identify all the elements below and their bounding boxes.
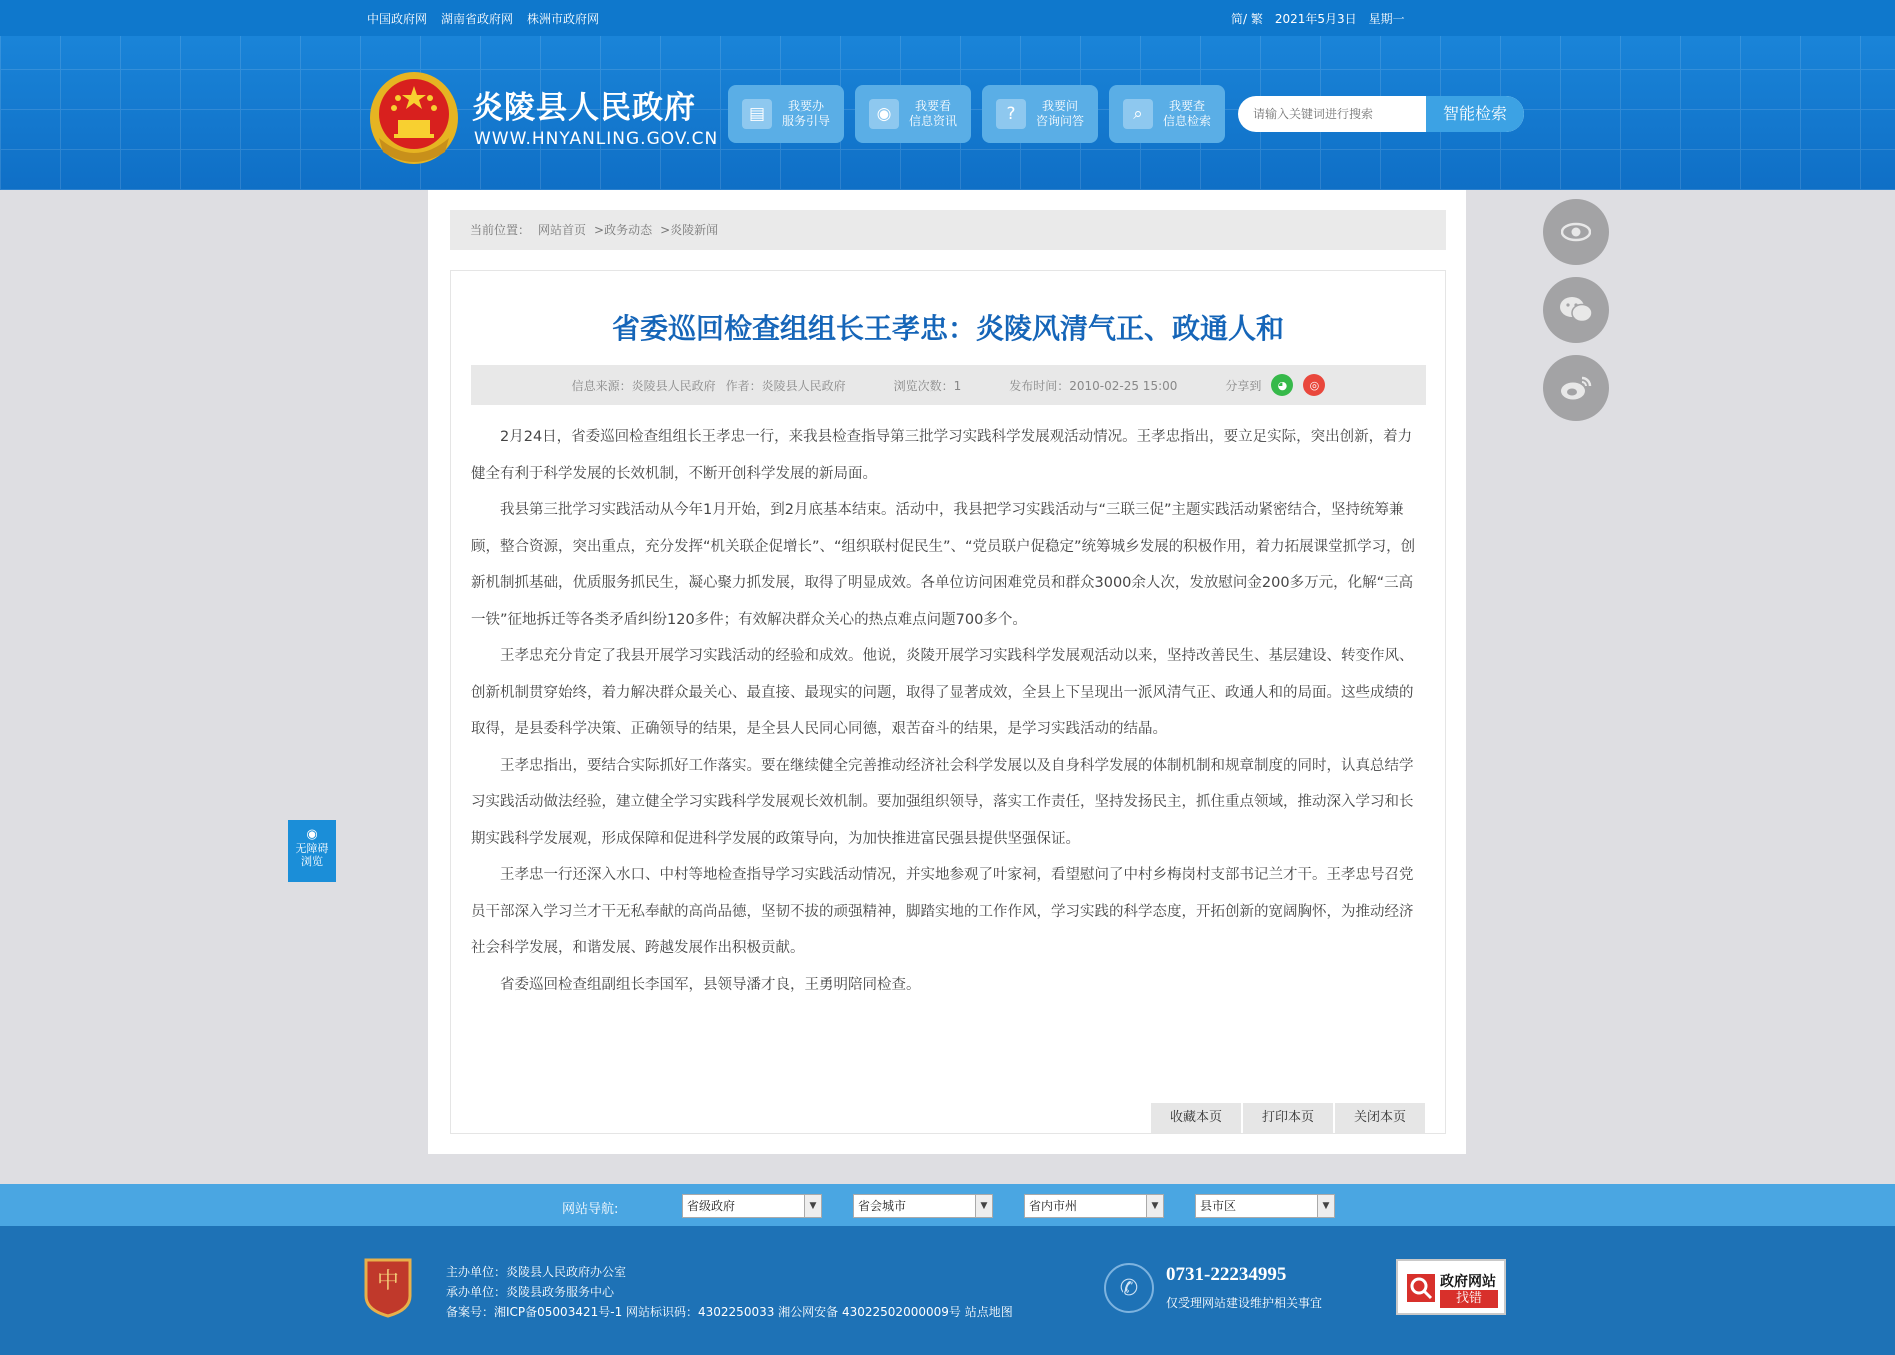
eye-icon	[1561, 222, 1591, 242]
nav-sublabel: 咨询问答	[1036, 114, 1085, 128]
footer-sponsor: 主办单位：炎陵县人民政府办公室	[446, 1265, 627, 1279]
gov-site-error-report-button[interactable]	[1396, 1259, 1506, 1315]
link-hunan-gov[interactable]: 湖南省政府网	[441, 12, 514, 26]
weibo-icon	[1560, 375, 1592, 401]
document-icon: ▤	[742, 99, 772, 129]
eye-icon: ◉	[306, 827, 318, 842]
meta-share-label: 分享到	[1225, 378, 1262, 393]
article	[450, 270, 1446, 1134]
nav-label: 我要办	[788, 99, 825, 113]
meta-views: 浏览次数：1	[893, 378, 962, 393]
top-bar	[0, 0, 1895, 36]
print-page-button[interactable]: 打印本页	[1243, 1103, 1333, 1133]
main-content	[428, 190, 1466, 1154]
breadcrumb-yanling-news[interactable]: >炎陵新闻	[660, 223, 719, 237]
accessibility-label: 无障碍	[295, 842, 329, 855]
question-icon: ?	[996, 99, 1026, 129]
select-prefectures[interactable]	[1024, 1194, 1164, 1218]
phone-icon: ✆	[1104, 1263, 1154, 1313]
float-weibo-button[interactable]	[1543, 355, 1609, 421]
article-paragraph: 2月24日，省委巡回检查组组长王孝忠一行，来我县检查指导第三批学习实践科学发展观活动情况。王孝忠指出，要立足实际，突出创新，着力健全有利于科学发展的长效机制，不断开创科学发展的新局面。	[471, 429, 1413, 482]
breadcrumb-gov-news[interactable]: >政务动态	[594, 223, 653, 237]
chevron-down-icon: ▼	[1317, 1195, 1334, 1217]
chevron-down-icon: ▼	[1146, 1195, 1163, 1217]
breadcrumb-label: 当前位置：	[470, 223, 531, 237]
article-paragraph: 王孝忠指出，要结合实际抓好工作落实。要在继续健全完善推动经济社会科学发展以及自身科学发展的体制机制和规章制度的同时，认真总结学习实践活动做法经验，建立健全学习实践科学发展观长效机制。要加强组织领导，落实工作责任，坚持发扬民主，抓住重点领域，推动深入学习和长期实践科学发展观，形成保障和促进科学发展的政策导向，为加快推进富民强县提供坚强保证。	[471, 757, 1414, 847]
search-button[interactable]: 智能检索	[1426, 96, 1524, 132]
search-input[interactable]	[1238, 96, 1426, 132]
article-paragraph: 省委巡回检查组副组长李国军，县领导潘才良，王勇明陪同检查。	[500, 976, 921, 993]
nav-sublabel: 服务引导	[782, 114, 831, 128]
select-counties[interactable]	[1195, 1194, 1335, 1218]
accessibility-button[interactable]	[288, 820, 336, 882]
error-report-title: 政府网站	[1440, 1274, 1496, 1290]
site-header	[0, 36, 1895, 190]
chevron-down-icon: ▼	[804, 1195, 821, 1217]
link-zhuzhou-gov[interactable]: 株洲市政府网	[527, 12, 600, 26]
nav-sublabel: 信息检索	[1163, 114, 1212, 128]
footer-info	[446, 1262, 1013, 1322]
footer-phone: 0731-22234995	[1166, 1264, 1287, 1285]
float-eye-button[interactable]	[1543, 199, 1609, 265]
nav-button-qa[interactable]	[982, 85, 1098, 143]
meta-source: 信息来源：炎陵县人民政府	[571, 378, 716, 393]
breadcrumb-home[interactable]: 网站首页	[538, 223, 587, 237]
nav-button-info[interactable]	[855, 85, 971, 143]
wechat-icon[interactable]: ◕	[1271, 374, 1293, 396]
site-url: WWW.HNYANLING.GOV.CN	[474, 129, 719, 149]
eye-icon: ◉	[869, 99, 899, 129]
nav-label: 我要查	[1169, 99, 1206, 113]
nav-button-search[interactable]	[1109, 85, 1225, 143]
float-wechat-button[interactable]	[1543, 277, 1609, 343]
chevron-down-icon: ▼	[975, 1195, 992, 1217]
svg-text:中: 中	[376, 1269, 400, 1294]
bookmark-page-button[interactable]: 收藏本页	[1151, 1103, 1241, 1133]
site-title: 炎陵县人民政府	[472, 90, 696, 126]
magnifier-icon	[1406, 1273, 1436, 1303]
weibo-icon[interactable]: ◎	[1303, 374, 1325, 396]
party-gov-badge[interactable]	[362, 1256, 414, 1318]
search-icon: ⌕	[1123, 99, 1153, 129]
date-text: 2021年5月3日	[1274, 12, 1357, 26]
article-actions	[1151, 1103, 1425, 1133]
select-value: 县市区	[1200, 1199, 1237, 1213]
nav-label: 我要问	[1042, 99, 1079, 113]
nav-button-service-guide[interactable]	[728, 85, 844, 143]
national-emblem-icon	[367, 68, 461, 168]
meta-published: 发布时间：2010-02-25 15:00	[1009, 378, 1178, 393]
article-meta	[471, 365, 1426, 405]
article-title: 省委巡回检查组组长王孝忠：炎陵风清气正、政通人和	[611, 312, 1284, 345]
error-report-label: 找错	[1440, 1290, 1498, 1308]
link-gov-cn[interactable]: 中国政府网	[367, 12, 428, 26]
accessibility-sublabel: 浏览	[301, 855, 323, 868]
footer-nav	[0, 1184, 1895, 1226]
breadcrumb	[450, 210, 1446, 250]
select-capital-cities[interactable]	[853, 1194, 993, 1218]
top-links	[367, 10, 599, 27]
article-body	[471, 419, 1426, 1003]
article-paragraph: 王孝忠一行还深入水口、中村等地检查指导学习实践活动情况，并实地参观了叶家祠，看望慰问了中村乡梅岗村支部书记兰才干。王孝忠号召党员干部深入学习兰才干无私奉献的高尚品德，坚韧不拔的顽强精神，脚踏实地的工作作风，学习实践的科学态度，开拓创新的宽阔胸怀，为推动经济社会科学发展，和谐发展、跨越发展作出积极贡献。	[471, 867, 1414, 956]
footer-phone-note: 仅受理网站建设维护相关事宜	[1166, 1296, 1323, 1310]
weekday-text: 星期一	[1368, 12, 1405, 26]
select-provincial-gov[interactable]	[682, 1194, 822, 1218]
lang-switch[interactable]: 简/ 繁	[1231, 12, 1263, 26]
site-footer	[0, 1226, 1895, 1355]
meta-author: 作者：炎陵县人民政府	[725, 378, 846, 393]
select-value: 省内市州	[1029, 1199, 1078, 1213]
footer-nav-label: 网站导航:	[562, 1202, 619, 1217]
wechat-icon	[1559, 296, 1593, 324]
footer-organizer: 承办单位：炎陵县政务服务中心	[446, 1285, 615, 1299]
search-box	[1238, 96, 1524, 132]
article-paragraph: 王孝忠充分肯定了我县开展学习实践活动的经验和成效。他说，炎陵开展学习实践科学发展观活动以来，坚持改善民生、基层建设、转变作风、创新机制贯穿始终，着力解决群众最关心、最直接、最现实的问题，取得了显著成效，全县上下呈现出一派风清气正、政通人和的局面。这些成绩的取得，是县委科学决策、正确领导的结果，是全县人民同心同德，艰苦奋斗的结果，是学习实践活动的结晶。	[471, 648, 1414, 737]
nav-label: 我要看	[915, 99, 952, 113]
close-page-button[interactable]: 关闭本页	[1335, 1103, 1425, 1133]
nav-sublabel: 信息资讯	[909, 114, 958, 128]
top-right	[1231, 10, 1405, 27]
select-value: 省会城市	[858, 1199, 907, 1213]
party-gov-badge-icon	[362, 1256, 414, 1318]
article-paragraph: 我县第三批学习实践活动从今年1月开始，到2月底基本结束。活动中，我县把学习实践活动与“三联三促”主题实践活动紧密结合，坚持统筹兼顾，整合资源，突出重点，充分发挥“机关联企促增长”、“组织联村促民生”、“党员联户促稳定”统筹城乡发展的积极作用，着力拓展课堂抓学习，创新机制抓基础，优质服务抓民生，凝心聚力抓发展，取得了明显成效。各单位访问困难党员和群众3000余人次，发放慰问金200多万元，化解“三高一铁”征地拆迁等各类矛盾纠纷120多件；有效解决群众关心的热点难点问题700多个。	[471, 502, 1416, 628]
select-value: 省级政府	[687, 1199, 736, 1213]
footer-record: 备案号：湘ICP备05003421号-1 网站标识码：4302250033 湘公网安备 43022502000009号 站点地图	[446, 1305, 1013, 1319]
